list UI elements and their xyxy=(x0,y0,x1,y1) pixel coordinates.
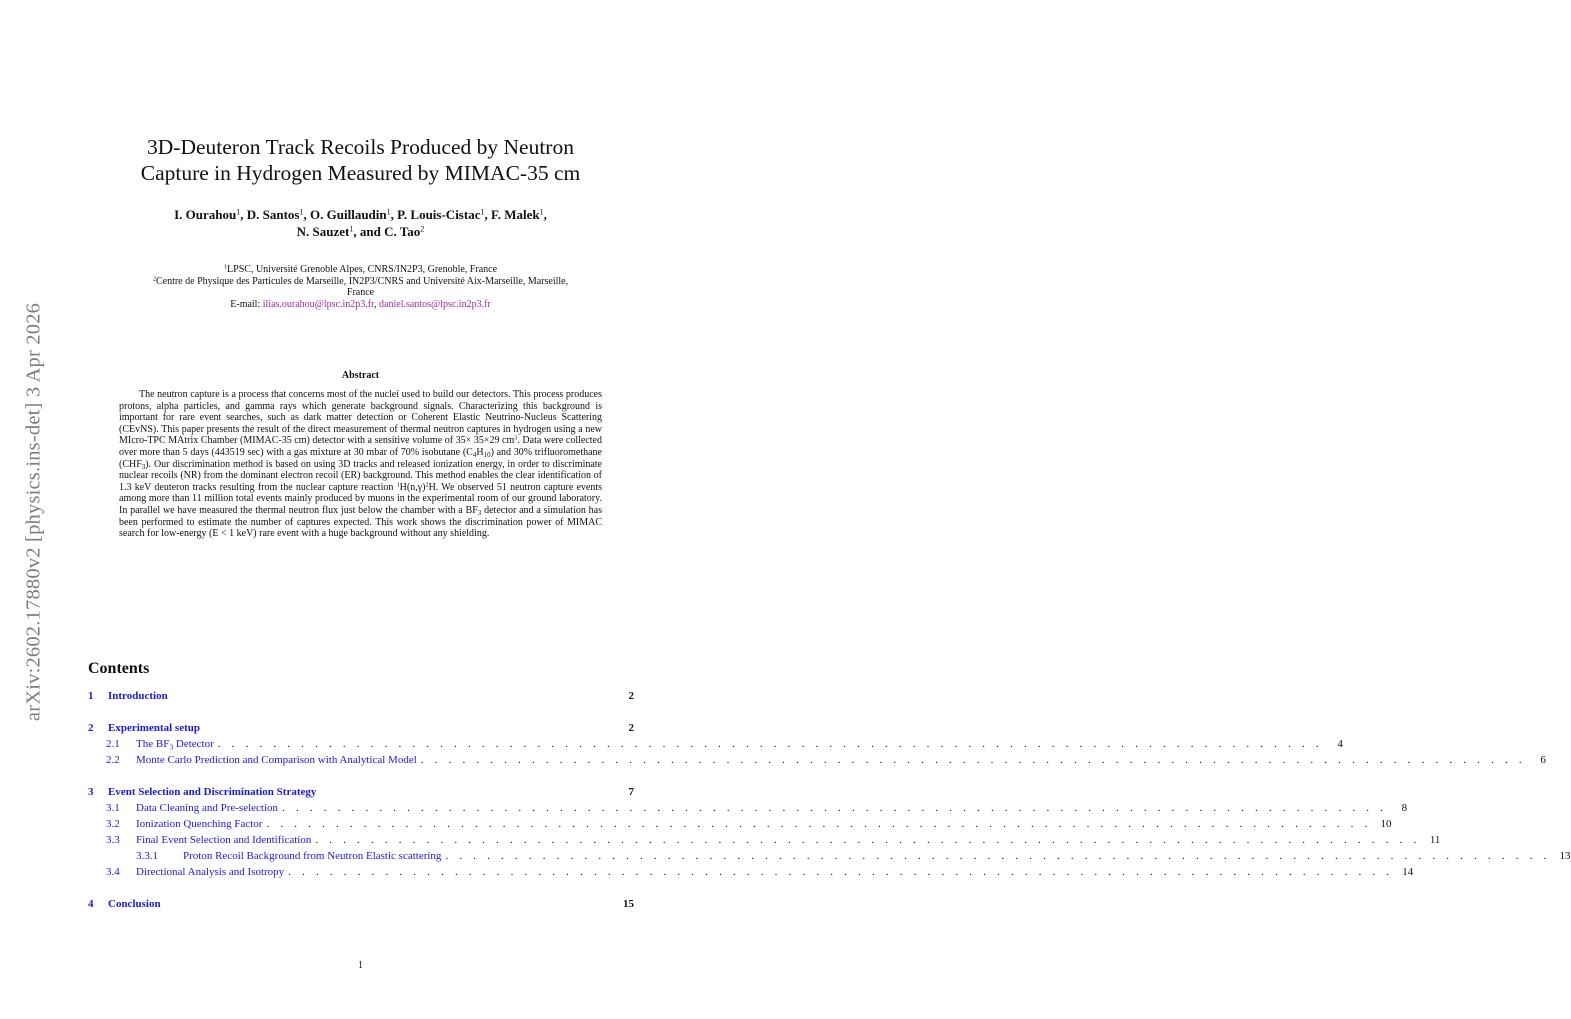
toc-entry-number: 4 xyxy=(88,898,94,910)
author-name: P. Louis-Cistac xyxy=(397,207,481,222)
affiliation-mark: 1 xyxy=(480,207,485,217)
toc-entry-number: 3.3 xyxy=(106,834,120,846)
toc-entry-page: 2 xyxy=(628,722,634,734)
toc-entry-page: 11 xyxy=(1429,834,1441,846)
contents-heading: Contents xyxy=(88,660,150,677)
email-link-1[interactable]: ilias.ourahou@lpsc.in2p3.fr xyxy=(262,298,375,310)
toc-entry-title[interactable]: Proton Recoil Background from Neutron Elastic scattering xyxy=(183,850,442,862)
title-line-2: Capture in Hydrogen Measured by MIMAC-35 cm xyxy=(140,161,581,185)
toc-entry-number: 3.3.1 xyxy=(136,850,158,862)
affiliation-number: 1 xyxy=(223,263,228,271)
toc-entry-title[interactable]: Monte Carlo Prediction and Comparison with Analytical Model xyxy=(136,754,417,766)
toc-entry[interactable] xyxy=(88,850,1571,865)
toc-entry-page: 7 xyxy=(628,786,634,798)
affiliation-2 xyxy=(80,276,641,288)
author-conjunction: and xyxy=(359,224,381,239)
affiliation-mark: 1 xyxy=(236,207,241,217)
affiliation-1 xyxy=(80,264,641,276)
title-line-1: 3D-Deuteron Track Recoils Produced by Neutron xyxy=(147,135,574,159)
toc-entry-title[interactable]: Introduction xyxy=(108,690,168,702)
toc-entry-number: 3.1 xyxy=(106,802,120,814)
affiliation-mark: 1 xyxy=(349,224,354,234)
toc-entry[interactable] xyxy=(88,690,634,705)
author-name: O. Guillaudin xyxy=(310,207,387,222)
toc-entry-page: 14 xyxy=(1402,866,1414,878)
email-line: E-mail: ilias.ourahou@lpsc.in2p3.fr, daniel.santos@lpsc.in2p3.fr xyxy=(230,298,491,310)
author-name: I. Ourahou xyxy=(174,207,237,222)
toc-entry-number: 2 xyxy=(88,722,94,734)
author-line-2: N. Sauzet$^1$, and C. Tao$^2$ xyxy=(296,224,425,239)
toc-entry-title[interactable]: Final Event Selection and Identification xyxy=(136,834,312,846)
abstract-text: The neutron capture is a process that concerns most of the nuclei used to build our detectors. This process produces protons, alpha particles, and gamma rays which generate background signals. Characterizing this background is important for rare event searches, such as dark matter detection or Coherent Elastic Neutrino-Nucleus Scattering (CEvNS). This paper presents the result of the direct measurement of thermal neutron captures in hydrogen using a new MIcro-TPC MAtrix Chamber (MIMAC-35 cm) detector with a sensitive volume of 35× 35×29 $cm^3$. Data were collected over more than 5 days (443519 sec) with a gas mixture at 30 mbar of 70% isobutane $(C_4H_{10})$ and 30% trifluoromethane $(CHF_3)$. Our discrimination method is based on using 3D tracks and released ionization energy, in order to discriminate nuclear recoils (NR) from the dominant electron recoil (ER) background. This method enables the clear identification of 1.3 keV deuteron tracks resulting from the nuclear capture reaction $^1H(n,\gamma)^2H$. We observed 51 neutron capture events among more than 11 million total events mainly produced by muons in the experimental room of our ground laboratory. In parallel we have measured the thermal neutron flux just below the chamber with a $BF_3$ detector and a simulation has been performed to estimate the number of captures expected. This work shows the discrimination power of MIMAC search for low-energy (E < 1 keV) rare event with a huge background without any shielding. xyxy=(119,389,603,540)
toc-entry-page: 13 xyxy=(1559,850,1571,862)
toc-entry-title[interactable]: Event Selection and Discrimination Strategy xyxy=(108,786,317,798)
affiliations xyxy=(80,264,641,310)
author-name: D. Santos xyxy=(246,207,300,222)
toc-entry-page: 15 xyxy=(623,898,634,910)
toc-entry-number: 3 xyxy=(88,786,94,798)
author-line-1: I. Ourahou$^1$, D. Santos$^1$, O. Guillaudin$^1$, P. Louis-Cistac$^1$, F. Malek$^1$, xyxy=(174,207,547,222)
email-label: E-mail: xyxy=(230,298,261,310)
toc-leader-dots: . . . . . . . . . . . . . . . . . . . . . . . . . . . . . . . . . . . . . . . . . . . . . . . . . . . . . . . . . . . . . . . . . . . . . . . . . . . . . . . . xyxy=(315,834,1421,846)
author-list xyxy=(90,206,631,240)
toc-entry[interactable] xyxy=(88,738,1343,753)
affiliation-2-cont: France xyxy=(346,287,375,298)
toc-entry-page: 8 xyxy=(1401,802,1408,814)
toc-entry-number: 3.2 xyxy=(106,818,120,830)
toc-entry-page: 6 xyxy=(1540,754,1546,766)
toc-entry[interactable] xyxy=(88,786,634,801)
arxiv-identifier: arXiv:2602.17880v2 [physics.ins-det] 3 Apr 2026 xyxy=(22,302,45,722)
toc-entry[interactable] xyxy=(88,866,1414,881)
toc-leader-dots: . . . . . . . . . . . . . . . . . . . . . . . . . . . . . . . . . . . . . . . . . . . . . . . . . . . . . . . . . . . . . . . . . . . . . . . . . . . . . . . . xyxy=(282,802,1388,814)
toc-entry-page: 10 xyxy=(1380,818,1392,830)
toc-entry-title[interactable]: The $BF_3$ Detector xyxy=(136,738,214,752)
toc-entry[interactable] xyxy=(88,818,1392,833)
author-name: N. Sauzet xyxy=(296,224,350,239)
toc-leader-dots: . . . . . . . . . . . . . . . . . . . . . . . . . . . . . . . . . . . . . . . . . . . . . . . . . . . . . . . . . . . . . . . . . . . . . . . . . . . . . . . . xyxy=(445,850,1551,862)
toc-entry-number: 1 xyxy=(88,690,94,702)
toc-entry-title[interactable]: Conclusion xyxy=(108,898,161,910)
toc-leader-dots: . . . . . . . . . . . . . . . . . . . . . . . . . . . . . . . . . . . . . . . . . . . . . . . . . . . . . . . . . . . . . . . . . . . . . . . . . . . . . . . . xyxy=(420,754,1526,766)
toc-entry[interactable] xyxy=(88,754,1546,769)
abstract-heading: Abstract xyxy=(341,370,380,381)
page-number: 1 xyxy=(358,960,363,971)
toc-entry-page: 2 xyxy=(628,690,634,702)
toc-entry-page: 4 xyxy=(1337,738,1343,750)
email-link-2[interactable]: daniel.santos@lpsc.in2p3.fr xyxy=(379,298,491,310)
arxiv-sidebar xyxy=(8,262,60,762)
toc-entry-title[interactable]: Data Cleaning and Pre-selection xyxy=(136,802,279,814)
toc-entry-title[interactable]: Ionization Quenching Factor xyxy=(136,818,263,830)
toc-entry-number: 3.4 xyxy=(106,866,120,878)
toc-leader-dots: . . . . . . . . . . . . . . . . . . . . . . . . . . . . . . . . . . . . . . . . . . . . . . . . . . . . . . . . . . . . . . . . . . . . . . . . . . . . . . . . xyxy=(217,738,1323,750)
toc-leader-dots: . . . . . . . . . . . . . . . . . . . . . . . . . . . . . . . . . . . . . . . . . . . . . . . . . . . . . . . . . . . . . . . . . . . . . . . . . . . . . . . . xyxy=(266,818,1372,830)
toc-entry[interactable] xyxy=(88,802,1408,817)
toc-entry[interactable] xyxy=(88,722,634,737)
affiliation-text: LPSC, Université Grenoble Alpes, CNRS/IN2P3, Grenoble, France xyxy=(227,264,498,275)
affiliation-mark: 1 xyxy=(299,207,304,217)
toc-entry[interactable] xyxy=(88,898,634,913)
affiliation-mark: 1 xyxy=(386,207,391,217)
toc-leader-dots: . . . . . . . . . . . . . . . . . . . . . . . . . . . . . . . . . . . . . . . . . . . . . . . . . . . . . . . . . . . . . . . . . . . . . . . . . . . . . . . . xyxy=(288,866,1394,878)
toc-entry-number: 2.1 xyxy=(106,738,120,750)
affiliation-text: Centre de Physique des Particules de Marseille, IN2P3/CNRS and Université Aix-Marseille, Marseille, xyxy=(155,275,569,287)
toc-entry[interactable] xyxy=(88,834,1441,849)
affiliation-mark: 1 xyxy=(539,207,544,217)
affiliation-number: 2 xyxy=(152,275,156,283)
toc-entry-title[interactable]: Directional Analysis and Isotropy xyxy=(136,866,285,878)
affiliation-mark: 2 xyxy=(420,224,425,234)
toc-entry-title[interactable]: Experimental setup xyxy=(108,722,200,734)
author-name: C. Tao xyxy=(384,224,421,239)
author-name: F. Malek xyxy=(491,207,540,222)
paper-title xyxy=(90,134,631,186)
toc-entry-number: 2.2 xyxy=(106,754,120,766)
